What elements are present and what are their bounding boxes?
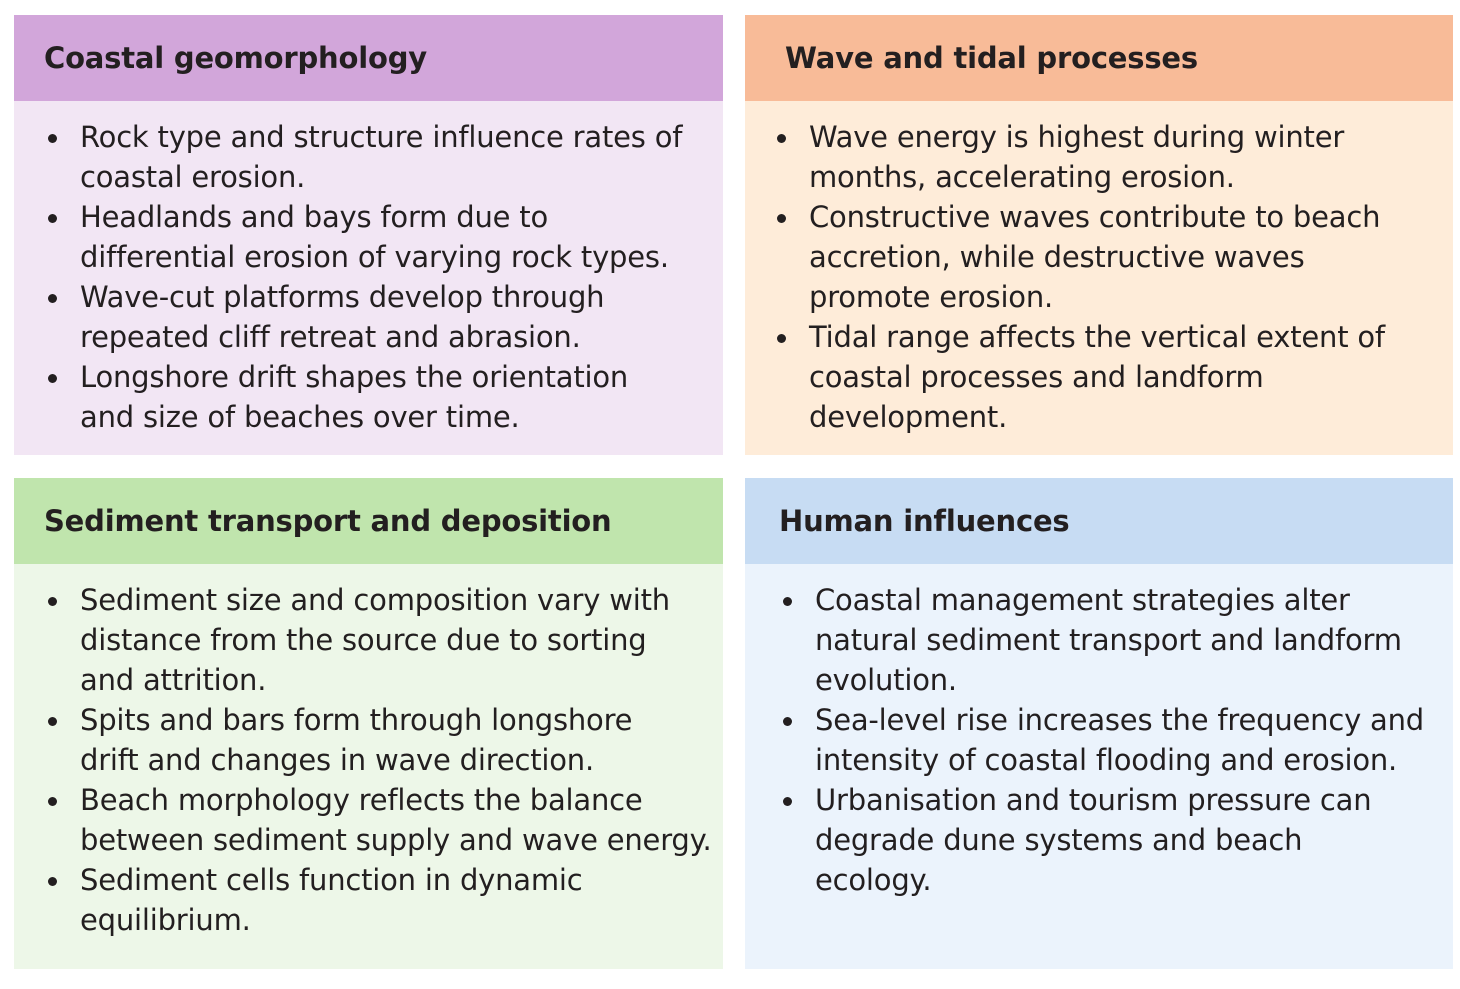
bullet-item xyxy=(14,117,723,197)
bullet-icon xyxy=(48,374,57,383)
bullet-text-line: Longshore drift shapes the orientation xyxy=(80,360,629,394)
bullet-icon xyxy=(48,877,57,886)
bullet-item xyxy=(745,117,1453,197)
panel-sediment-transport-and-deposition xyxy=(14,478,723,969)
panel-title: Wave and tidal processes xyxy=(785,41,1198,75)
bullet-text-line: and size of beaches over time. xyxy=(80,400,520,434)
bullet-text-line: drift and changes in wave direction. xyxy=(80,743,594,777)
bullet-text-line: differential erosion of varying rock types. xyxy=(80,240,669,274)
bullet-text-line: natural sediment transport and landform xyxy=(815,623,1402,657)
panel-body xyxy=(14,564,723,969)
bullet-item xyxy=(745,580,1453,700)
panel-title: Coastal geomorphology xyxy=(44,41,427,75)
bullet-icon xyxy=(48,134,57,143)
bullet-text-line: coastal processes and landform xyxy=(809,360,1264,394)
bullet-text-line: and attrition. xyxy=(80,663,267,697)
bullet-icon xyxy=(777,134,786,143)
panel-body xyxy=(745,564,1453,969)
panel-body xyxy=(745,101,1453,455)
bullet-icon xyxy=(783,597,792,606)
panel-title: Human influences xyxy=(779,504,1070,538)
panel-header xyxy=(14,15,723,101)
bullet-text-line: intensity of coastal flooding and erosion. xyxy=(815,743,1398,777)
panel-body xyxy=(14,101,723,455)
bullet-item xyxy=(745,700,1453,780)
panel-human-influences xyxy=(745,478,1453,969)
bullet-text-line: distance from the source due to sorting xyxy=(80,623,647,657)
bullet-text-line: Spits and bars form through longshore xyxy=(80,703,633,737)
bullet-text-line: months, accelerating erosion. xyxy=(809,160,1235,194)
bullet-icon xyxy=(48,597,57,606)
bullet-list xyxy=(14,117,723,437)
bullet-text-line: Sediment size and composition vary with xyxy=(80,583,670,617)
bullet-text-line: equilibrium. xyxy=(80,903,251,937)
bullet-icon xyxy=(48,797,57,806)
bullet-text-line: Sea-level rise increases the frequency and xyxy=(815,703,1425,737)
bullet-item xyxy=(14,860,723,940)
bullet-text-line: Sediment cells function in dynamic xyxy=(80,863,583,897)
bullet-text-line: Tidal range affects the vertical extent of xyxy=(809,320,1385,354)
bullet-text-line: Wave energy is highest during winter xyxy=(809,120,1345,154)
bullet-icon xyxy=(783,797,792,806)
bullet-text-line: accretion, while destructive waves xyxy=(809,240,1305,274)
bullet-icon xyxy=(783,717,792,726)
bullet-item xyxy=(14,277,723,357)
panel-coastal-geomorphology xyxy=(14,15,723,455)
bullet-item xyxy=(14,780,723,860)
bullet-text-line: repeated cliff retreat and abrasion. xyxy=(80,320,581,354)
bullet-text-line: Beach morphology reflects the balance xyxy=(80,783,643,817)
bullet-text-line: Urbanisation and tourism pressure can xyxy=(815,783,1372,817)
bullet-text-line: between sediment supply and wave energy. xyxy=(80,823,712,857)
bullet-icon xyxy=(48,717,57,726)
bullet-text-line: Coastal management strategies alter xyxy=(815,583,1350,617)
bullet-text-line: Rock type and structure influence rates of xyxy=(80,120,683,154)
bullet-text-line: Headlands and bays form due to xyxy=(80,200,549,234)
bullet-icon xyxy=(48,294,57,303)
bullet-item xyxy=(14,357,723,437)
bullet-item xyxy=(745,780,1453,900)
bullet-item xyxy=(14,580,723,700)
bullet-text-line: evolution. xyxy=(815,663,957,697)
bullet-icon xyxy=(777,214,786,223)
bullet-icon xyxy=(777,334,786,343)
bullet-item xyxy=(745,317,1453,437)
panel-header xyxy=(745,478,1453,564)
bullet-text-line: degrade dune systems and beach xyxy=(815,823,1303,857)
bullet-item xyxy=(745,197,1453,317)
panel-header xyxy=(14,478,723,564)
panel-title: Sediment transport and deposition xyxy=(44,504,612,538)
bullet-text-line: Constructive waves contribute to beach xyxy=(809,200,1381,234)
bullet-text-line: Wave-cut platforms develop through xyxy=(80,280,605,314)
bullet-text-line: promote erosion. xyxy=(809,280,1054,314)
bullet-text-line: ecology. xyxy=(815,863,932,897)
bullet-icon xyxy=(48,214,57,223)
bullet-text-line: development. xyxy=(809,400,1008,434)
bullet-item xyxy=(14,197,723,277)
panel-wave-and-tidal-processes xyxy=(745,15,1453,455)
bullet-list xyxy=(14,580,723,940)
panel-header xyxy=(745,15,1453,101)
bullet-text-line: coastal erosion. xyxy=(80,160,306,194)
bullet-list xyxy=(745,580,1453,900)
bullet-item xyxy=(14,700,723,780)
bullet-list xyxy=(745,117,1453,437)
